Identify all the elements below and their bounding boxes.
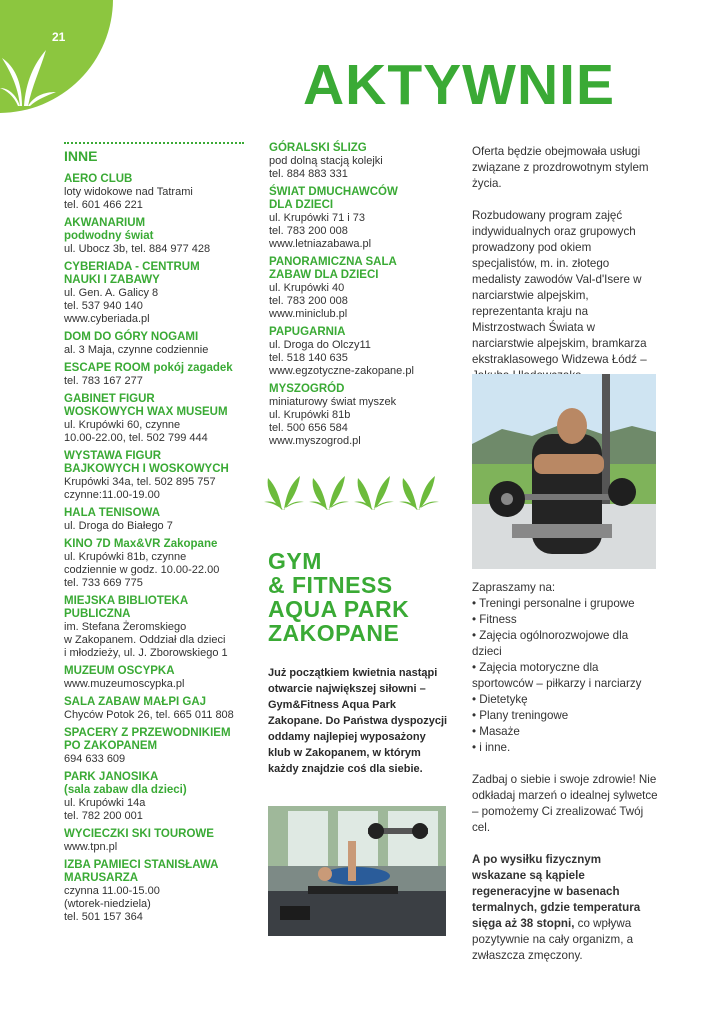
entry-name: WYSTAWA FIGUR BAJKOWYCH I WOSKOWYCH [64, 450, 229, 475]
entry-name: KINO 7D Max&VR Zakopane [64, 538, 218, 550]
entry-detail: www.cyberiada.pl [64, 313, 150, 325]
list-item: • Fitness [472, 612, 658, 628]
entry-detail: Chyców Potok 26, tel. 665 011 808 [64, 709, 234, 721]
entry-detail: www.muzeumoscypka.pl [64, 678, 185, 690]
list-item [64, 538, 248, 590]
list-item [269, 383, 451, 448]
entry-name: SALA ZABAW MAŁPI GAJ [64, 696, 207, 708]
leaf-sprout-icon [264, 476, 304, 510]
list-item: • Plany treningowe [472, 708, 658, 724]
offer-list [472, 596, 658, 756]
entry-detail: tel. 884 883 331 [269, 168, 348, 180]
page-number: 21 [52, 30, 66, 44]
entry-name: CYBERIADA - CENTRUM NAUKI I ZABAWY [64, 261, 200, 286]
list-item [64, 828, 248, 854]
list-item [64, 696, 248, 722]
gym-title-line: AQUA PARK [268, 596, 410, 622]
entry-detail: tel. 518 140 635 [269, 352, 348, 364]
gym-description-column [472, 144, 658, 400]
entry-name: MIEJSKA BIBLIOTEKA PUBLICZNA [64, 595, 189, 620]
entry-name: IZBA PAMIECI STANISŁAWA MARUSARZA [64, 859, 219, 884]
entry-name: SPACERY Z PRZEWODNIKIEM PO ZAKOPANEM [64, 727, 231, 752]
gym-bench-photo [268, 806, 446, 936]
entry-detail: im. Stefana Żeromskiego [64, 621, 187, 633]
gym-curl-photo [472, 374, 656, 569]
entry-detail: Krupówki 34a, tel. 502 895 757 [64, 476, 216, 488]
entry-detail: tel. 783 200 008 [269, 295, 348, 307]
paragraph: Zadbaj o siebie i swoje zdrowie! Nie odkładaj marzeń o idealnej sylwetce – pomożemy Ci zrealizować Twój cel. [472, 773, 658, 834]
entry-detail: (wtorek-niedziela) [64, 898, 151, 910]
entry-name: PAPUGARNIA [269, 326, 346, 338]
entry-detail: ul. Krupówki 40 [269, 282, 345, 294]
entry-detail: ul. Krupówki 81b, czynne [64, 551, 187, 563]
sprouts-decoration [264, 472, 444, 512]
list-item [64, 217, 248, 256]
entry-name: GABINET FIGUR WOSKOWYCH WAX MUSEUM [64, 393, 228, 418]
entry-detail: w Zakopanem. Oddział dla dzieci [64, 634, 226, 646]
entry-detail: tel. 733 669 775 [64, 577, 143, 589]
list-item [64, 450, 248, 502]
paragraph [472, 852, 658, 964]
list-item [64, 507, 248, 533]
inne-list [64, 173, 248, 924]
gym-lead: Już początkiem kwietnia nastąpi otwarcie największej siłowni – Gym&Fitness Aqua Park Zakopane. Do Państwa dyspozycji oddamy najlepiej wyposażony klub w Zakopanem, w którym każdy znajdzie coś dla siebie. [268, 667, 448, 775]
list-item [269, 326, 451, 378]
corner-decoration [0, 0, 113, 113]
entry-detail: 10.00-22.00, tel. 502 799 444 [64, 432, 208, 444]
entry-detail: miniaturowy świat myszek [269, 396, 397, 408]
entry-detail: pod dolną stacją kolejki [269, 155, 383, 167]
list-item [64, 859, 248, 924]
leaf-sprout-icon [399, 476, 439, 510]
entry-name: ŚWIAT DMUCHAWCÓW DLA DZIECI [269, 186, 398, 211]
entry-detail: ul. Ubocz 3b, tel. 884 977 428 [64, 243, 211, 255]
list-item [269, 256, 451, 321]
entry-name: GÓRALSKI ŚLIZG [269, 142, 367, 154]
entry-name: AERO CLUB [64, 173, 133, 185]
list-item [64, 771, 248, 823]
list-item [64, 393, 248, 445]
list-item: • i inne. [472, 740, 658, 756]
leaf-sprout-icon [354, 476, 394, 510]
entry-detail: www.letniazabawa.pl [269, 238, 372, 250]
list-item: • Zajęcia motoryczne dla sportowców – piłkarzy i narciarzy [472, 660, 658, 692]
list-item [64, 727, 248, 766]
paragraph: Rozbudowany program zajęć indywidualnych oraz grupowych prowadzony pod okiem specjalistów, m. in. złotego medalisty zawodów Val-d'Isere w narciarstwie alpejskim, reprezentanta kraju na Mistrzostwach Świata w narciarstwie alpejskim, bramkarza ekstraklasowego Widzewa Łódź – [472, 209, 647, 366]
list-item [269, 186, 451, 251]
list-item [64, 362, 248, 388]
entry-detail: www.miniclub.pl [269, 308, 348, 320]
entry-detail: tel. 500 656 584 [269, 422, 348, 434]
attractions-list [269, 142, 451, 448]
entry-detail: ul. Droga do Białego 7 [64, 520, 173, 532]
invite-text: Zapraszamy na: [472, 581, 556, 594]
gym-title-line: & FITNESS [268, 572, 393, 598]
entry-detail: tel. 783 167 277 [64, 375, 143, 387]
list-item [64, 595, 248, 660]
text: co wpływa pozytywnie na cały organizm, a zwłaszcza zmęczony. [472, 917, 634, 962]
leaf-sprout-icon [0, 36, 60, 108]
entry-detail: czynna 11.00-15.00 [64, 885, 160, 897]
list-item [64, 665, 248, 691]
entry-name: AKWANARIUM podwodny świat [64, 217, 154, 242]
attractions-column [269, 142, 451, 453]
entry-detail: loty widokowe nad Tatrami [64, 186, 193, 198]
entry-detail: ul. Krupówki 81b [269, 409, 351, 421]
entry-name: ESCAPE ROOM pokój zagadek [64, 362, 233, 374]
entry-detail: ul. Gen. A. Galicy 8 [64, 287, 159, 299]
entry-detail: www.tpn.pl [64, 841, 118, 853]
list-item: • Masaże [472, 724, 658, 740]
entry-name: WYCIECZKI SKI TOUROWE [64, 828, 214, 840]
list-item [269, 142, 451, 181]
entry-detail: www.myszogrod.pl [269, 435, 361, 447]
entry-detail: ul. Droga do Olczy11 [269, 339, 371, 351]
entry-name: PANORAMICZNA SALA ZABAW DLA DZIECI [269, 256, 397, 281]
dotted-divider [64, 142, 244, 144]
section-heading: INNE [64, 148, 98, 164]
entry-name: PARK JANOSIKA (sala zabaw dla dzieci) [64, 771, 187, 796]
list-item [64, 261, 248, 326]
entry-detail: tel. 537 940 140 [64, 300, 143, 312]
entry-detail: i młodzieży, ul. J. Zborowskiego 1 [64, 647, 228, 659]
entry-detail: codziennie w godz. 10.00-22.00 [64, 564, 220, 576]
entry-name: MUZEUM OSCYPKA [64, 665, 175, 677]
entry-detail: tel. 783 200 008 [269, 225, 348, 237]
entry-name: DOM DO GÓRY NOGAMI [64, 331, 199, 343]
list-item: • Dietetykę [472, 692, 658, 708]
gym-title-line: GYM [268, 548, 322, 574]
entry-detail: tel. 601 466 221 [64, 199, 143, 211]
list-item: • Treningi personalne i grupowe [472, 596, 658, 612]
entry-detail: tel. 501 157 364 [64, 911, 143, 923]
gym-title-line: ZAKOPANE [268, 620, 400, 646]
entry-detail: al. 3 Maja, czynne codziennie [64, 344, 209, 356]
leaf-sprout-icon [309, 476, 349, 510]
list-item: • Zajęcia ogólnorozwojowe dla dzieci [472, 628, 658, 660]
entry-detail: www.egzotyczne-zakopane.pl [269, 365, 414, 377]
entry-detail: ul. Krupówki 14a [64, 797, 146, 809]
bold-text: A po wysiłku fizycznym wskazane są kąpiele regeneracyjne w basenach termalnych, gdzie temperatura sięga aż 38 stopni, [472, 853, 641, 930]
gym-title [268, 549, 458, 645]
entry-name: MYSZOGRÓD [269, 383, 345, 395]
entry-detail: 694 633 609 [64, 753, 126, 765]
entry-detail: ul. Krupówki 60, czynne [64, 419, 181, 431]
entry-detail: czynne:11.00-19.00 [64, 489, 160, 501]
paragraph: Oferta będzie obejmowała usługi związane z prozdrowotnym stylem życia. [472, 145, 649, 190]
entry-name: HALA TENISOWA [64, 507, 161, 519]
gym-offer-column [472, 580, 658, 980]
list-item [64, 331, 248, 357]
entry-detail: tel. 782 200 001 [64, 810, 143, 822]
inne-column [64, 142, 248, 929]
page-title: AKTYWNIE [303, 53, 615, 117]
entry-detail: ul. Krupówki 71 i 73 [269, 212, 365, 224]
list-item [64, 173, 248, 212]
